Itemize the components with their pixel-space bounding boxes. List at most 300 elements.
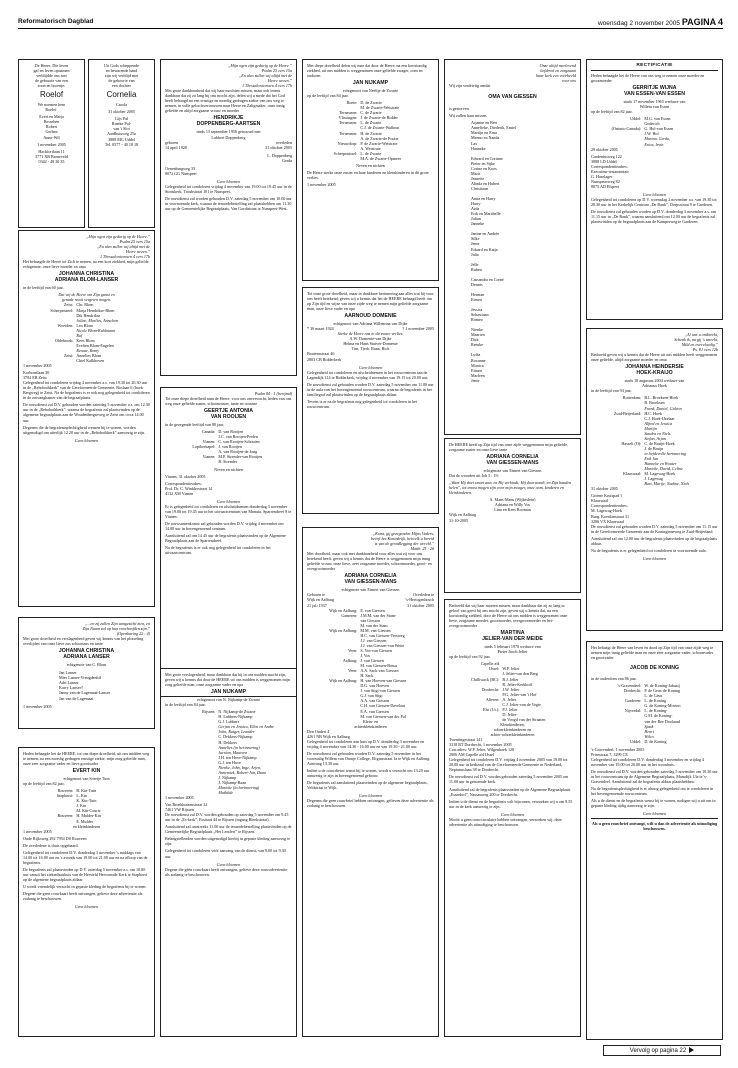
text-line: De Heere, Die leven	[34, 63, 69, 68]
death-notice-lanser: „...en zij zullen Zijn aangezicht zien, en Zijn Naam zal op hun voorhoofden zijn.” (Openbaring 22 : 4) Met grote droefheid en verslagenheid geven wij kennis van het plotseling overlijden van onze lieve zus schoonzus en tante JOHANNA CHRISTINA ADRIANA LANSER echtgenote van C. Blom Jan Lanser Mies Lanser-Vreugdenhil Adri Lanser Korry Lanser† Janny van de Lagemaat-Lanser Jan van de Lagemaat 1 november 2005	[18, 617, 155, 729]
family-member: Chiel Kalkhoven	[76, 357, 105, 363]
text-line: achter-achterkleinkinderen	[490, 732, 535, 738]
family-place: Aalburg:	[342, 658, 358, 664]
family-member: G.J. van Stigt	[360, 693, 383, 699]
text-line: G. Haselager	[591, 173, 613, 179]
death-notice-jacob-de-koning: Het behaagt de Heere van leven en dood op Zijn tijd van onze zijde weg te nemen mijn innig geliefde man en onze zeer zorgzame vader, schoonvader en grootvader JACOB DE KONING in de ouderdom van 86 jaar. 's-Gravendeel: W. de Koning-Jabaaij Dordrecht: P. de Geus-de Koning L. de Geus Garderen: L. de Koning G. de Koning-Mostert Nijverdal: L. de Koning- G.M. de Koning- van der Ree Doolaard Sjaak Henri Wilco Uddel: D. de Koning 's-Gravendeel, 1 november 2005 Prinsstraat 7, 3299 CE Gelegenheid tot condoleren D.V. donderdag 3 november en vrijdag 4 november van 19.00 tot 20.00 uur in het woonhuis. De rouwdienst zal D.V. worden gehouden zaterdag 5 november om 10.30 uur in het rouwcentrum op de Algemene Begraafplaats, Maasdijk 13a te 's-Gravendeel. Aansluitend zal de begrafenis aldaar plaatshebben. Na de begrafenisplechtigheid is er alsnog gelegenheid om te condoleren in het bovengenoemde rouwcentrum. Als u de dienst en de begrafenis wenst bij te wonen, nodigen wij u uit om in gepaste kleding tijdig aanwezig te zijn. Geen bloemen Als u geen rouwbrief ontvangt, wilt u dan de advertentie als uitnodiging beschouwen.	[586, 641, 723, 1040]
family-member: M. Kin-Courtz	[76, 808, 101, 814]
death-notice-nijkamp-zwager: Met diepe droefheid delen wij mee dat door de Heere, na een kortstondig ziekbed, uit ons midden is weggenomen onze geliefde zwager, oom en oudoom JAN NIJKAMP echtgenoot van Neeltje de Zwarte op de leeftijd van 84 jaar. Boeie: D. de Zwarte M. de Zwarte-Wetstrate Terneuzen: C. de Zwarte Vlissingen: J. de Zwarte-de Ridder Terneuzen: L. de Zwarte C.J. de Zwarte-Walhout Terneuzen: H. de Zwarte A. de Zwarte-de Pooter Nieuwdorp: P. de Zwarte-Wetstrate A. Wetstrate Scherpenissel: L. de Zwarte M.A. de Zwarte-Opmeer Neven en nichten De Heere sterke onze zuster en haar kinderen en kleinkinderen in dit grote verlies. 1 november 2005	[302, 59, 439, 281]
family-place: Nijverdal:	[624, 708, 642, 714]
text-line: Dat wij de Heere om Zijn gunst en	[58, 292, 115, 298]
text-line: Helma en Hans Stuiver-Domenie	[343, 341, 398, 347]
family-place: Vlissingen:	[338, 115, 358, 121]
text-line: Eimert	[471, 296, 483, 302]
text-line: Janneke	[471, 221, 485, 227]
family-row	[307, 156, 434, 161]
family-member: H. Lubbers-Nijkamp	[218, 714, 253, 720]
family-member: E.A. van Giessen	[360, 708, 389, 714]
family-member: H. de Zwarte	[360, 130, 382, 136]
family-place: Klaaswaal:	[623, 471, 642, 477]
quote-line: „En alzo zullen wij altijd met de	[97, 244, 150, 250]
deceased-name: ADRIANA LANSER	[63, 654, 110, 661]
text-line: Lubbert Doppenberg	[211, 134, 246, 140]
family-place: Rouveen:	[57, 813, 74, 819]
family-member: B. Kin-Tuin	[76, 788, 97, 794]
family-member: A.A. Sack-van Giessen	[360, 668, 399, 674]
quote-line: Heere wezen.”	[267, 78, 292, 84]
text-line: Evert en Marja	[39, 114, 64, 120]
quote-line: is van de grondlegging der wereld.”	[374, 541, 434, 547]
family-member: R. Jelier-Kerkhoff	[502, 681, 533, 687]
family-member: J. Lagewag	[644, 476, 663, 482]
family-place: Vianen:	[202, 439, 216, 445]
quote-line: Zijn Naam zal op hun voorhoofden zijn.”	[82, 626, 150, 632]
quote-line: haar kerk een voorbeeld	[536, 73, 576, 79]
family-member: M. van Giessen-van der Pol	[360, 713, 406, 719]
quote-line: „Mijn ogen zijn gedurig op de Heere.”	[86, 234, 150, 239]
family-member: J.C. van Rooijen-Peelen	[218, 434, 258, 440]
family-member: Marja Hendrikse-Blom	[76, 307, 115, 313]
text-line: sinds 10 augustus 2004 weduwe van	[624, 378, 685, 384]
text-line: Eduard en Katja	[471, 246, 498, 252]
family-member: Jurrian, Maureen	[218, 749, 248, 755]
text-line: Van Broekhuizenstraat 32	[165, 802, 208, 808]
text-line: zijn wij verblijd met	[104, 73, 139, 79]
family-member: J. Jelier-van den Berg	[502, 671, 538, 677]
family-member: Wilco	[644, 733, 654, 739]
family-member: M. van Giessen-Bassa	[360, 663, 397, 669]
family-member: Stefan, Arjan	[644, 435, 666, 441]
text-line: Janny van de Lagemaat-Lanser	[59, 690, 111, 696]
text-line: Hanneke	[471, 145, 486, 151]
family-member: L. de Koning	[644, 698, 667, 704]
family-place: 's-Gravendeel:	[617, 683, 642, 689]
text-line: Anita en Harry	[471, 196, 496, 202]
text-line: Den Oudert 4	[307, 728, 330, 734]
text-line: Adri Lanser	[59, 680, 79, 686]
death-notice-doppenberg: „Mijn ogen zijn gedurig op de Heere.” Psalm 25 vers 15a „En alzo zullen wij altijd met de Heere wezen.” 1 Thessalonicensen 4 vers 17b Met grote dankbaarheid dat wij haar mochten missen, maar ook intens dankbaar dat zij zo lang bij ons mocht zijn, delen wij u mede dat het God heeft behaagd na een ernstige en moedig gedragen ziekte van ons weg te nemen, in volle geloofsvertrouwen naar Heere en Zaligmaker, onze innig geliefde en altijd zorgzame vrouw en moeder HENDRIKJE DOPPENBERG-AARTSEN sinds 13 september 1956 getrouwd met Lubbert Doppenberg geboren overleden 14 april 1928 31 oktober 2005 L. Doppenberg Gerda Oenenburgweg 33 8072 GG Nunspeet Geen bloemen Gelegenheid tot condoleren vrijdag 4 november van 19.00 tot 19.45 uur in de Sionskerk, Troubstraat 101 te Nunspeet. De rouwdienst zal worden gehouden D.V. zaterdag 5 november om 10.00 uur in voornoemde kerk, waarna de teraardebestelling zal plaatshebben om 11.30 uur op de Gemeentelijke Begraafplaats, Van Gordtstraat te Nunspeet-West.	[160, 59, 297, 376]
text-line: Correspondentieadres:	[591, 163, 628, 169]
quote-line: 1 Thessalonicensen 4 vers 17b	[241, 83, 292, 89]
family-member: Chr. Blom	[76, 302, 94, 308]
family-member: Mathilde	[218, 789, 234, 795]
text-line: Uit Gods scheppende	[103, 63, 140, 68]
birth-notice-roelof: De Heere, Die leven gaf en leven opnamen verblijdde ons met de geboorte van een zoon en broertje: Roelof We noemen hem Roelof. Evert en Marja Bessehen Robert Gerben Anne-Wil 1 november 2005 Hackfortlaan 11 3771 XB Barneveld 0342 - 49 30 35	[18, 59, 85, 228]
text-line: Executeur-testamentair	[591, 168, 629, 174]
text-line: 3888 LD Uddel	[591, 158, 617, 164]
family-member: Ruf	[76, 332, 83, 338]
text-line: Boutensstraat 46	[307, 351, 335, 357]
text-line: Martijn en Erna	[471, 130, 497, 136]
family-place	[591, 142, 644, 147]
text-line: We noemen hem	[37, 102, 66, 108]
text-line: Roelof.	[45, 107, 58, 113]
text-line: 3771 XB Barneveld	[35, 153, 68, 159]
birth-notice-cornelia: Uit Gods scheppende en bewarende hand zijn wij verblijd met de geboorte van een dochter Cornelia Carola 31 oktober 2005 Gijs Pul Rineke Pul- van 't Slot Aardhuisweg 25a 3888 MG Uddel Tel. 0577 - 40 18 18	[88, 59, 155, 228]
family-member: Nicole Blom-Kuhlmann	[76, 327, 116, 333]
family-member: M. van der Stam	[360, 622, 388, 628]
family-place: Uddel:	[630, 738, 642, 744]
family-place: (Ontario Canada):	[611, 126, 642, 132]
text-line: M. Lagewag-Hoek	[591, 508, 622, 514]
text-line: Ruben	[471, 266, 482, 272]
text-line: Nunspeterweg 82	[591, 178, 620, 184]
family-member: J.H. ten Hove-Nijkamp	[218, 754, 257, 760]
family-place: Oldebroek:	[54, 337, 74, 343]
family-place	[307, 714, 360, 719]
family-member: J. de Bruijn	[644, 445, 664, 451]
deceased-name: ADRIANA CORNELIA	[344, 573, 397, 580]
family-member: J. van Rooijen	[218, 444, 242, 450]
family-row	[307, 714, 434, 719]
text-line: Pieter Jacob Jelier	[497, 649, 528, 655]
text-line: Janine en Andrée	[471, 231, 500, 237]
arrow-right-icon	[689, 1047, 694, 1053]
family-member: N. Nijkamp-de Zwarte	[218, 709, 256, 715]
continued-link[interactable]: Vervolg op pagina 22	[603, 1045, 721, 1056]
quote-line: Psalm 25 vers 15a	[119, 239, 150, 245]
family-member: J. Nijkamp	[218, 774, 237, 780]
text-line: Cassandra en Corné	[471, 276, 504, 282]
family-member: A. de Zwarte-de Pooter	[360, 135, 399, 141]
family-member: Erica, Irvin	[644, 141, 664, 147]
text-line: 4261 NB Wijk en Aalburg	[307, 733, 350, 739]
quote-line: „Komt, gij gezegenden Mijns Vaders,	[372, 531, 434, 536]
text-line: Bessehen	[43, 119, 60, 125]
family-member: John, Rutger, Leander	[218, 729, 255, 735]
family-member: Kees Blom	[76, 337, 95, 343]
family-member: C.J. Jelier-van de Vegte	[502, 701, 541, 707]
family-member: L. de Koning-	[644, 708, 668, 714]
family-member: Goderich	[644, 121, 660, 127]
quote-line: Psalm 25 vers 15a	[261, 68, 292, 74]
family-member: L. de Zwarte	[360, 150, 382, 156]
family-member: C.H. van Giessen-Davelaar	[360, 703, 406, 709]
family-place: Wijk en Aalburg:	[329, 607, 358, 613]
quote-line: Ps. 81 vers 12b	[692, 347, 718, 353]
family-place: Canada:	[201, 429, 216, 435]
text-line: genade nooit vergeten mogen.	[61, 297, 112, 303]
text-line: Alinda en Hubert	[471, 180, 500, 186]
family-place: Terneuzen:	[339, 130, 358, 136]
death-notice-van-giessen-zuster: De HEERE heeft op Zijn tijd van onze zijde weggenomen mijn geliefde, zorgzame zuster en onze lieve tante ADRIANA CORNELIA VAN GIESSEN-MANS echtgenote van Eimert van Giessen Dat de woorden uit Job 5 : 19: „Want Hij doet smart aan, en Hij verbindt; Hij doorwondt, en Zijn handen helen”, tot troost mogen zijn voor mijn zwager, onze oom, kinderen en kleinkinderen. A. Mans-Mans (Wijkeslein) Adriana en Willy Vos Lina en Kees Rooman Wijk en Aalburg 31-10-2005	[444, 438, 581, 593]
text-line: Willem van Essen	[639, 104, 670, 110]
text-line: Jan van de Lagemaat	[59, 695, 94, 701]
family-member: J.M.M. van der Stam-	[360, 612, 397, 618]
text-line: Gerben	[45, 129, 58, 135]
family-member: Hanneke en Wouter	[644, 461, 677, 467]
quote-line: liefdevol en zorgzaam	[540, 68, 576, 74]
text-line: Julian	[471, 216, 481, 222]
family-member: L. de Zwarte	[360, 120, 382, 126]
family-place: Veen:	[348, 647, 358, 653]
family-member: de Voogd van der Straaten	[502, 716, 546, 722]
family-place: Zeist:	[64, 352, 74, 358]
text-line: Jente	[471, 241, 480, 247]
family-member: P.G. Jelier-van 't Hof	[502, 691, 537, 697]
deceased-name: HENDRIKJE	[213, 115, 244, 122]
text-line: Klaaswaal	[591, 498, 609, 504]
text-line: Anne-Wil	[43, 134, 60, 140]
text-line: Correspondentieadres:	[591, 503, 628, 509]
family-place: Dordrecht:	[481, 686, 500, 692]
family-member: J. van Stigt-van Giessen	[360, 688, 400, 694]
text-line: Annelieke, Diederik, Emiel	[471, 125, 517, 131]
family-place: Gameren:	[341, 612, 358, 618]
family-member: L. de Geus	[644, 693, 663, 699]
family-member: Erik Jan	[644, 455, 659, 461]
family-place: Rijssen:	[202, 709, 216, 715]
family-row	[165, 459, 292, 464]
quote-line: Mild en overvloedig.”	[681, 342, 718, 348]
family-member: Marieke (in herinnering)	[218, 784, 260, 790]
family-member: Joline, Marlies, Anneleen	[76, 317, 119, 323]
family-member: J.W. Hol	[644, 131, 659, 137]
family-row	[591, 142, 718, 147]
family-member: H. Dekkers	[218, 739, 237, 745]
text-line: verblijdde ons met	[36, 73, 67, 79]
family-place: Terneuzen:	[339, 120, 358, 126]
text-line: Marleen	[471, 372, 485, 378]
text-line: van 't Slot	[113, 126, 130, 132]
text-line: Wijk en Aalburg	[449, 512, 477, 518]
family-place: Uddel:	[630, 116, 642, 122]
family-member: M.G. van Essen	[644, 116, 671, 122]
text-line: L. Doppenberg	[267, 152, 292, 158]
deceased-name: ADRIANA BLOM-LANSER	[54, 277, 119, 284]
text-line: Maarten	[471, 332, 485, 338]
text-line: Jente	[471, 377, 480, 383]
family-row	[591, 739, 718, 744]
text-line: sinds 17 november 1965 weduwe van	[623, 99, 686, 105]
text-line: gaf en leven opnamen	[33, 68, 70, 74]
text-line: Erik en Marabelle	[471, 211, 501, 217]
family-member: E. van Giessen	[360, 607, 385, 613]
family-member: S. Vos-van Giessen	[360, 647, 392, 653]
text-line: Herman	[471, 291, 485, 297]
family-member: Frank, Daniel, Gideon	[644, 405, 682, 411]
text-line: Correspondentieadres:	[165, 480, 202, 486]
text-line: Monica	[471, 362, 484, 368]
family-place: Dordrecht:	[623, 688, 642, 694]
text-line: 3286 VX Klaaswaal	[591, 518, 625, 524]
family-member: Annemiek, Robert-Jan, Daan	[218, 769, 267, 775]
deceased-name: VAN GIESSEN-MANS	[344, 579, 397, 586]
family-member: M.M. van Giessen	[360, 627, 391, 633]
text-line: Sebastiaan	[471, 312, 489, 318]
text-line: Korry Lanser†	[59, 685, 83, 691]
text-line: Prof. Dr. C. Winklerstraat 14	[165, 485, 213, 491]
family-member: B. Broeksen	[644, 400, 665, 406]
text-line: 2906 AM Capelle a/d IJssel	[449, 752, 495, 758]
family-place: Wijk en Aalburg:	[329, 627, 358, 633]
family-member: B.J. Jelier	[502, 676, 519, 682]
quote-line: „...en zij zullen Zijn aangezicht zien, en	[85, 621, 150, 626]
family-member: Alfred en Jessica	[644, 420, 673, 426]
family-place	[449, 717, 502, 722]
text-line: 3318 BT Dordrecht, 1 november 2005	[449, 742, 512, 748]
text-line: 's-Gravendeel, 1 november 2005	[591, 746, 645, 752]
text-line: A.W. Domenie-van Dijke	[349, 336, 392, 342]
text-line: zoon en broertje:	[37, 83, 66, 89]
family-place: Woerden:	[57, 322, 74, 328]
quote-line: (Openbaring 22 : 4)	[116, 631, 150, 637]
header-rule	[18, 28, 723, 29]
page-header	[18, 17, 723, 27]
death-notice-nijkamp-family: Met grote verslagenheid, maar dankbaar dat hij in ons midden mocht zijn, geven wij u kennis dat door de HEERE uit ons midden is weggenomen mijn zorg geliefde man, onze zorgzame vader en opa JAN NIJKAMP echtgenoot van N. Nijkamp-de Zwarte in de leeftijd van 84 jaar. Rijssen: N. Nijkamp-de Zwarte H. Lubbers-Nijkamp G.J. Lubbers Gerjan en Jessica, Ellen en Andre John, Rutger, Leander C. Dekkers-Nijkamp H. Dekkers Annelies (in herinnering) Jurrian, Maureen J.H. ten Hove-Nijkamp G.J. ten Hove Nienke, John, Inge, Arjen, Annemiek, Robert-Jan, Daan J. Nijkamp J. Nijkamp-Baan Marieke (in herinnering) Mathilde 1 november 2005 Van Broekhuizenstraat 32 7461 VW Rijssen De rouwdienst zal D.V. worden gehouden op zaterdag 5 november om 9.45 uur in de „Es-kerk”, Esstraat 44 te Rijssen (ingang Bleekstraat). Aansluitend zal omstreeks 11.00 uur de teraardebestelling plaatsvinden op de Gemeentelijke Begraafplaats „Het Lentfert” te Rijssen. Belangstellenden worden uitgenodigd hierbij in gepaste kleding aanwezig te zijn. Gelegenheid tot condoleren vóór aanvang van de dienst, van 9.00 tot 9.30 uur. Geen bloemen Degene die géén rouwkaart heeft ontvangen, gelieve deze rouwadvertentie als zodanig te beschouwen.	[160, 668, 297, 1037]
family-member: Gerjan en Jessica, Ellen en Andre	[218, 724, 275, 730]
family-member: E. Mulder	[76, 818, 93, 824]
text-line: Las	[471, 140, 477, 146]
page-info: woensdag 2 november 2005 PAGINA 4	[597, 17, 723, 27]
family-place: Hasselt (O):	[621, 440, 642, 446]
newspaper-name: Reformatorisch Dagblad	[18, 18, 94, 25]
family-member: B. Stremler	[218, 459, 238, 465]
text-line: 8072 GG Nunspeet	[165, 170, 197, 176]
text-line: Arjanne en Bert	[471, 120, 498, 126]
family-place: Scherpenzeel:	[50, 307, 74, 313]
family-member: H.C. Hoek	[644, 410, 662, 416]
text-line: Hackfortlaan 11	[38, 148, 65, 154]
family-member: A. Jelier	[502, 696, 517, 702]
quote-line: Schenk ik, na gij 's smeekt,	[674, 337, 718, 343]
family-member: H. van Hoeven-van Giessen	[360, 678, 407, 684]
family-member: C. de Zwarte	[360, 110, 382, 116]
family-member: H.C. van Giessen-Verstoeg	[360, 632, 405, 638]
family-place: Alteren:	[485, 696, 500, 702]
text-line: Burg. Koenlanstraat 31	[591, 513, 630, 519]
text-line: Carola	[116, 102, 127, 108]
family-place: Scherpenissel:	[333, 150, 358, 156]
text-line: sinds 13 september 1956 getrouwd met	[196, 129, 261, 135]
family-member: Marieke, David, Celine	[644, 466, 683, 472]
family-place: Staphorst:	[56, 793, 74, 799]
text-line: 4132 XM Vianen	[165, 490, 194, 496]
death-notice-jelier-van-der-meide: Bedroefd dat wij haar moeten missen, maar dankbaar dat zij zo lang in geloof van geest bij ons mocht zijn, geven wij u kennis dat, na een kortstondig ziekbed, door de Heere uit ons midden is weggenomen onze lieve, zorgzame moeder, grootmoeder, overgrootmoeder en bet-overgrootmoeder MARTINA JELIER-VAN DER MEIDE sinds 5 februari 1970 weduwe van Pieter Jacob Jelier op de leeftijd van 92 jaar. Capelle a/d IJssel: W.P. Jelier J. Jelier-van den Berg Chilliwack (BC): B.J. Jelier R. Jelier-Kerkhoff Dordrecht: J.W. Jelier P.G. Jelier-van 't Hof Alteren: A. Jelier C.J. Jelier-van de Vegte Elst (Ut.): P.J. Jelier D. Jelier- de Voogd van der Straaten Kleinkinderen, achterkleinkinderen en achter-achterkleinkinderen Twentingestraat 141 3318 BT Dordrecht, 1 november 2005 Corr.adres: W.P. Jelier, Wilgenhoek 128 2906 AM Capelle a/d IJssel Gelegenheid tot condoleren D.V. vrijdag 4 november 2005 van 19.00 tot 20.00 uur in kerkzaal van de Gereformeerde Gemeente in Nederland, Neptunuslaan 38 te Dordrecht. De rouwdienst zal D.V. worden gehouden zaterdag 5 november 2005 om 11.00 uur in genoemde kerk. Aansluitend zal de begrafenis plaatsvinden op de Algemene Begraafplaats „Essenhof”, Nassauweg 200 te Dordrecht. Indien u de dienst en de begrafenis wilt bijwonen, verzoeken wij u om 9.55 uur in de kerk aanwezig te zijn. Geen bloemen Mocht u geen rouwcirculaire hebben ontvangen, verzoeken wij, deze advertentie als uitnodiging te beschouwen.	[444, 599, 581, 1037]
text-line: Mies Lanser-Vreugdenhil	[59, 675, 101, 681]
text-line: de geboorte van	[108, 78, 135, 84]
text-line: Gijs Pul	[114, 116, 129, 122]
family-member: P. de Zwarte-Wetstrate	[360, 140, 398, 146]
text-line: Menno en Nanda	[471, 135, 500, 141]
text-line: 0342 - 49 30 35	[38, 158, 65, 164]
family-member: L. Kin	[76, 793, 88, 799]
family-member: Leo Blom	[76, 322, 93, 328]
quote-line: Psalm 84 : 1 (berijmd)	[254, 391, 292, 396]
deceased-name: JOHANNA HEINDERSIE	[625, 364, 684, 371]
family-member: D. Jelier-	[502, 711, 518, 717]
death-notice-hoek-kraijo: „Al wat u ontbreekt, Schenk ik, na gij 's smeekt, Mild en overvloedig.” Ps. 81 vers 12b Bedroefd geven wij u kennis dat de Heere uit ons midden heeft weggenomen onze geliefde, altijd zorgzame moeder en oma JOHANNA HEINDERSIE HOEK-KRAIJO sinds 10 augustus 2004 weduwe van Adrianus Hoek in de leeftijd van 94 jaar. Rotterdam: B.L. Broeksen-Hoek B. Broeksen Frank, Daniel, Gideon Zuid-Beijerland: H.C. Hoek C.J. Hoek-IJzelaar Alfred en Jessica Martijn Sandra en Niels Stefan, Arjan Hasselt (O): C. de Bruijn-Hoek J. de Bruijn in liefdevolle herinnering Erik Jan Hanneke en Wouter Marieke, David, Celine Klaaswaal: M. Lagewag-Hoek J. Lagewag Bart, Marije, Nadine, Niels 31 oktober 2005 Groene Kruispad 1 Klaaswaal Correspondentieadres: M. Lagewag-Hoek Burg. Koenlanstraat 31 3286 VX Klaaswaal De rouwdienst zal gehouden worden D.V. zaterdag 5 november om 11.15 uur in de Gereformeerde Gemeente aan de Koninginneweg te Zuid-Beijerland. Aansluitend zal om 12.00 uur de begrafenis plaatsvinden op de begraafplaats aldaar. Na de begrafenis is er gelegenheid tot condoleren in voornoemde aula. Geen bloemen	[586, 328, 723, 631]
family-member: P. de Geus-de Koning	[644, 688, 681, 694]
family-member: P.J. Jelier	[502, 706, 518, 712]
text-line: Adriana en Willy Vos	[494, 502, 531, 508]
text-line: 7461 VW Rijssen	[165, 807, 194, 813]
deceased-name: JELIER-VAN DER MEIDE	[482, 636, 543, 643]
family-member: A. van Rooijen-de Jong	[218, 449, 258, 455]
family-place: Boeie:	[346, 100, 358, 106]
deceased-name: HOEK-KRAIJO	[636, 370, 673, 377]
family-member: C. de Bruijn-Hoek	[644, 440, 675, 446]
family-place	[307, 156, 360, 161]
text-line: Dennis	[471, 281, 483, 287]
text-line: Aardhuisweg 25a	[107, 131, 136, 137]
family-place: Vianen:	[202, 454, 216, 460]
deceased-name: MARTINA	[500, 630, 525, 637]
text-line: Jelle	[471, 261, 479, 267]
family-member: Nienke, John, Inge, Arjen,	[218, 764, 262, 770]
text-line: 3888 MG Uddel	[108, 136, 135, 142]
family-place: Chilliwack (BC):	[471, 676, 500, 682]
family-member: D. de Zwarte	[360, 100, 382, 106]
text-line: Edward en Corinne	[471, 155, 503, 161]
family-place: Capelle a/d	[480, 661, 500, 667]
text-line: Arda	[471, 206, 480, 212]
family-place: Terneuzen:	[339, 110, 358, 116]
quote-line: 1 Thessalonicensen 4 vers 17b	[99, 254, 150, 260]
deceased-name: DOPPENBERG-AARTSEN	[196, 121, 261, 128]
text-line: de geboorte van een	[35, 78, 68, 84]
text-line: A. Mans-Mans (Wijkeslein)	[489, 497, 536, 503]
text-line: Korhoenlaan 30	[23, 370, 50, 376]
family-member: in liefdevolle herinnering	[644, 450, 686, 456]
quote-line: „En alzo zullen wij altijd met de	[239, 73, 292, 79]
family-member: J.J. van Giessen-van Wette	[360, 642, 405, 648]
family-member: van der Ree Doolaard	[644, 718, 681, 724]
text-line: Lina en Kees Rooman	[494, 507, 531, 513]
family-member: J. Vos	[360, 652, 370, 658]
family-place: Wijk en Aalburg:	[329, 678, 358, 684]
family-member: D. de Koning	[644, 738, 667, 744]
family-member: Sandra en Niels	[644, 430, 671, 436]
text-line: Gardeniusweg 122	[591, 153, 622, 159]
text-line: Renske	[471, 342, 484, 348]
family-place: Zeist:	[64, 302, 74, 308]
family-member: Annelies Blom	[76, 352, 102, 358]
family-member: J. de Zwarte-de Ridder	[360, 115, 398, 121]
family-place: Lopikerkapel:	[192, 444, 216, 450]
family-member: C. van Rooijen-Schouten	[218, 439, 260, 445]
text-line: Prinsstraat 7, 3299 CE	[591, 751, 628, 757]
family-place: Veen:	[348, 668, 358, 674]
family-member: J. Nijkamp-Baan	[218, 779, 247, 785]
text-line: een dochter	[112, 83, 131, 89]
text-line: Marit	[471, 170, 481, 176]
family-place: Nieuwdorp:	[337, 140, 358, 146]
family-member: B.L. Broeksen-Hoek	[644, 395, 679, 401]
text-line: Rineke Pul-	[111, 121, 132, 127]
text-line: Lydia	[471, 352, 481, 358]
death-notice-domenie: Tot onze grote droefheid, maar in dankbare herinnering aan alles wat hij voor ons heeft betekend, geven wij u kennis dat het de HEERE behaagd heeft om op Zijn tijd en wijze van onze zijde weg te nemen mijn geliefde zorgzame man, onze lieve vader en opa AARNOUD DOMENIE echtgenoot van Adriana Willemina van Dijke * 30 maart 1924 † 1 november 2005 Sterke de Heere ons in dit zware verlies. A.W. Domenie-van Dijke Helma en Hans Stuiver-Domenie Tim, Tjerk, Rana, Rick Boutensstraat 46 2803 CB Ridderkerk Geen bloemen Gelegenheid tot condoleren en afscheidnemen in het rouwcentrum aan de Lagendijk 114 te Ridderkerk, vrijdag 4 november van 19.15 tot 20.00 uur. De rouwdienst zal gehouden worden D.V. zaterdag 5 november om 11.00 uur in de aula van het bovengenoemd rouwcentrum, waarna de begrafenis in het familiegraf zal plaatsvinden op de begraafplaats aldaar. Tevens is er na de begrafenis nog gelegenheid tot condoleren in het rouwcentrum.	[302, 287, 439, 514]
family-member: Sjaak	[644, 723, 654, 729]
family-member: van Giessen	[360, 617, 381, 623]
text-line: Christiaan	[471, 185, 488, 191]
family-member: H. Sack	[360, 673, 374, 679]
family-place: Elst (Ut.):	[482, 706, 500, 712]
family-member: J.W. Jelier	[502, 686, 520, 692]
family-member: M.A. de Zwarte-Opmeer	[360, 155, 402, 161]
text-line: Adrianus Hoek	[642, 383, 667, 389]
text-line: Roxanne	[471, 357, 486, 363]
text-line: Oenenburgweg 33	[165, 165, 196, 171]
text-line: Gerda	[281, 157, 292, 163]
quote-line: Onze altijd meelevend	[539, 63, 576, 68]
deceased-name: VAN GIESSEN-MANS	[486, 460, 539, 467]
family-place	[165, 459, 218, 464]
family-member: Annelies (in herinnering)	[218, 744, 260, 750]
death-notice-blom-lanser: „Mijn ogen zijn gedurig op de Heere.” Psalm 25 vers 15a „En alzo zullen wij altijd met de Heere wezen.” 1 Thessalonicensen 4 vers 17b Het behaagde de Heere tot Zich te nemen, na een kort ziekbed, mijn geliefde echtgenote, onze lieve moeder en oma JOHANNA CHRISTINA ADRIANA BLOM-LANSER in de leeftijd van 60 jaar. Dat wij de Heere om Zijn gunst en genade nooit vergeten mogen. Zeist: Chr. Blom Scherpenzeel: Marja Hendrikse-Blom Dik Hendrikse Joline, Marlies, Anneleen Woerden: Leo Blom Nicole Blom-Kuhlmann Ruf Oldebroek: Kees Blom Evelien Blom-Engelen Renate, Romy Zeist: Annelies Blom Chiel Kalkhoven 1 november 2005 Korhoenlaan 30 3704 EB Zeist Gelegenheid tot condoleren vrijdag 4 november a.s. van 19.30 tot 20.30 uur in de „Rehobothkerk” van de Gereformeerde Gemeente, Boslaan 6 (hoek Bergweg) te Zeist. Na de begrafenis is er ook nog gelegenheid tot condoleren in de ontvangkamer van de begraafplaats. De rouwdienst zal D.V. gehouden worden zaterdag 5 november a.s. om 12.30 uur in de „Rehobothkerk”, waarna de begrafenis zal plaatsvinden op de algemene begraafplaats aan de Woudenbergseweg te Zeist om circa 14.00 uur. Degenen die de begrafenisplechtigheid wensen bij te wonen, worden uitgenodigd om uiterlijk 12.20 uur in de „Rehobothkerk” aanwezig te zijn. Geen bloemen	[18, 230, 155, 607]
deceased-name: GEERTJE ANTONIA	[204, 408, 253, 415]
text-line: achterkleinkinderen en	[493, 726, 532, 732]
